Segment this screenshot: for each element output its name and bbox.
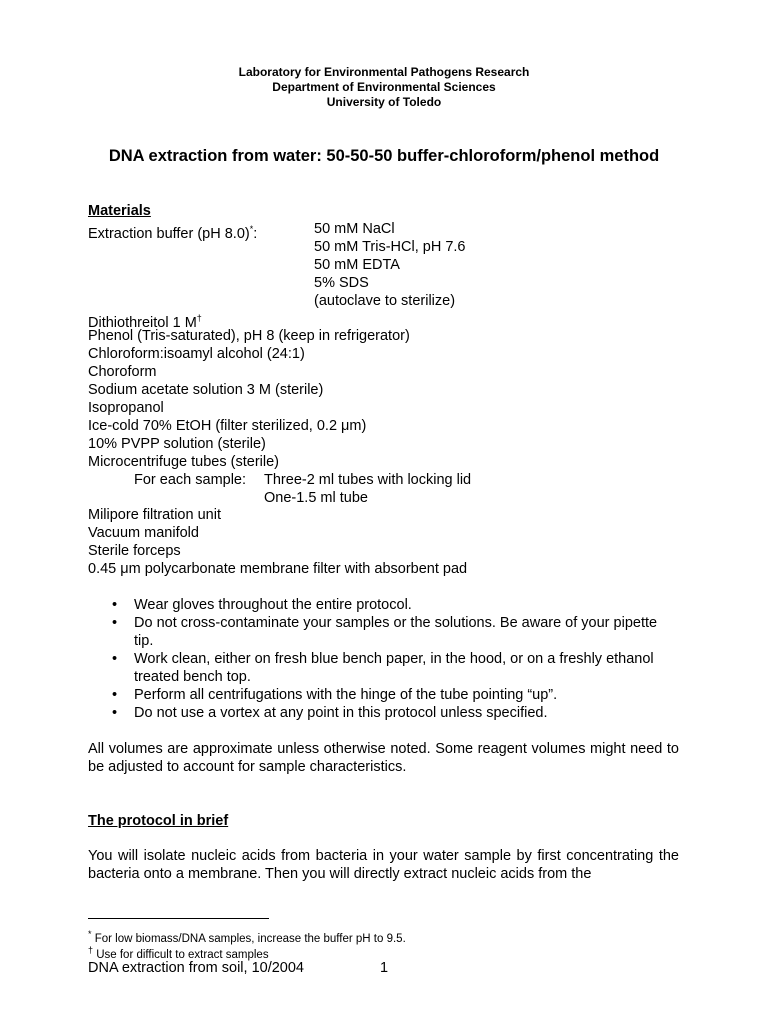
footnote-mark: * [249, 224, 254, 234]
material-item: Vacuum manifold [88, 525, 199, 541]
material-item: 0.45 μm polycarbonate membrane filter with absorbent pad [88, 561, 468, 577]
bullet-item: Work clean, either on fresh blue bench paper, in the hood, or on a freshly ethanol treated bench top. [134, 651, 654, 685]
footnote-mark: * [88, 929, 92, 939]
bullet-item: Do not cross-contaminate your samples or the solutions. Be aware of your pipette tip. [134, 615, 658, 649]
bullet-item: Do not use a vortex at any point in this protocol unless specified. [134, 705, 548, 721]
footnote-mark: † [196, 313, 202, 323]
footnote: † Use for difficult to extract samples [88, 945, 269, 961]
material-item: Chloroform:isoamyl alcohol (24:1) [88, 346, 305, 362]
page-number: 1 [380, 960, 389, 976]
bullet-marker: • [112, 651, 118, 667]
header-lab: Laboratory for Environmental Pathogens Research [238, 65, 530, 79]
bullet-marker: • [112, 615, 118, 631]
material-item: Choroform [88, 364, 157, 380]
materials-heading: Materials [88, 203, 151, 219]
material-item: Milipore filtration unit [88, 507, 221, 523]
bullet-marker: • [112, 597, 118, 613]
buffer-component: 50 mM NaCl [314, 221, 395, 237]
material-item: Isopropanol [88, 400, 164, 416]
buffer-component: 50 mM Tris-HCl, pH 7.6 [314, 239, 466, 255]
protocol-brief-text: You will isolate nucleic acids from bacteria in your water sample by first concentrating the bacteria onto a membrane. Then you will directly extract nucleic acids from the [88, 848, 679, 882]
footer-document-label: DNA extraction from soil, 10/2004 [88, 960, 304, 976]
material-item: Sodium acetate solution 3 M (sterile) [88, 382, 324, 398]
volumes-note: All volumes are approximate unless otherwise noted. Some reagent volumes might need to be adjusted to account for sample characteristics. [88, 741, 679, 775]
footnote-mark: † [88, 945, 94, 955]
material-item: Microcentrifuge tubes (sterile) [88, 454, 279, 470]
each-sample-item: Three-2 ml tubes with locking lid [264, 472, 472, 488]
material-item: 10% PVPP solution (sterile) [88, 436, 266, 452]
material-item: Sterile forceps [88, 543, 181, 559]
extraction-buffer-label: Extraction buffer (pH 8.0)*: [88, 224, 258, 242]
buffer-component: 5% SDS [314, 275, 369, 291]
protocol-brief-heading: The protocol in brief [88, 813, 229, 829]
buffer-component: 50 mM EDTA [314, 257, 400, 273]
bullet-item: Perform all centrifugations with the hinge of the tube pointing “up”. [134, 687, 558, 703]
header-department: Department of Environmental Sciences [272, 80, 496, 94]
material-item: Phenol (Tris-saturated), pH 8 (keep in refrigerator) [88, 328, 410, 344]
buffer-component: (autoclave to sterilize) [314, 293, 456, 309]
each-sample-label: For each sample: [134, 472, 247, 488]
header-university: University of Toledo [326, 95, 442, 109]
each-sample-item: One-1.5 ml tube [264, 490, 368, 506]
material-item: Ice-cold 70% EtOH (filter sterilized, 0.2 μm) [88, 418, 367, 434]
footnote-divider [88, 918, 269, 919]
footnote: * For low biomass/DNA samples, increase the buffer pH to 9.5. [88, 929, 406, 945]
document-title: DNA extraction from water: 50-50-50 buffer-chloroform/phenol method [108, 147, 660, 165]
material-item: Dithiothreitol 1 M† [88, 313, 202, 331]
bullet-marker: • [112, 705, 118, 721]
bullet-item: Wear gloves throughout the entire protocol. [134, 597, 412, 613]
bullet-marker: • [112, 687, 118, 703]
